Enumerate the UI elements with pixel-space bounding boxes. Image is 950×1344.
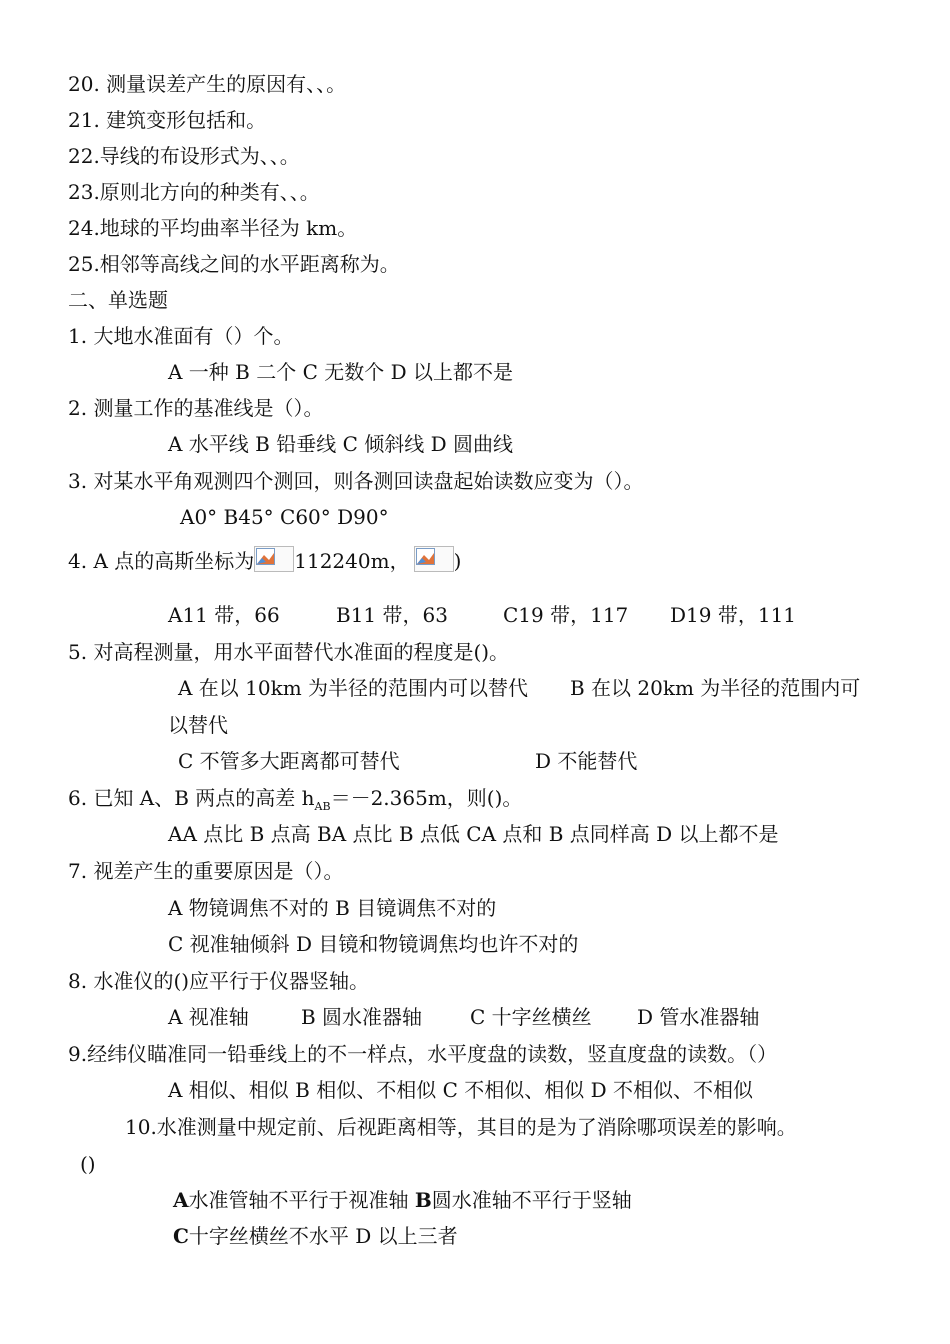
q7-options-2: C 视准轴倾斜 D 目镜和物镜调焦均也许不对的	[168, 932, 579, 956]
q8-option-d: D 管水准器轴	[637, 1005, 760, 1029]
q9-options: A 相似、相似 B 相似、不相似 C 不相似、相似 D 不相似、不相似	[168, 1078, 753, 1102]
q5-option-d: D 不能替代	[535, 749, 638, 773]
q8-options	[168, 1003, 868, 1031]
question-20: 20. 测量误差产生的原因有、、。	[68, 72, 347, 96]
q10-options-1	[173, 1186, 632, 1214]
q4-stem	[68, 546, 461, 575]
broken-image-icon	[414, 546, 454, 572]
q4-option-b: B11 带，63	[336, 603, 448, 627]
q4-paren: )	[453, 549, 462, 573]
q8-option-c: C 十字丝横丝	[470, 1005, 592, 1029]
q10-options-2	[173, 1222, 458, 1250]
q5-option-c: C 不管多大距离都可替代	[178, 749, 400, 773]
q6-subscript: AB	[314, 800, 331, 813]
q10-option-c-text: 十字丝横丝不水平 D 以上三者	[188, 1224, 458, 1248]
q6-stem-value: ＝－2.365m，则()。	[330, 786, 523, 810]
q10-stem-cont: ()	[80, 1152, 96, 1176]
q10-stem: 10.水准测量中规定前、后视距离相等，其目的是为了消除哪项误差的影响。	[125, 1115, 797, 1139]
q8-stem: 8. 水准仪的()应平行于仪器竖轴。	[68, 969, 370, 993]
q1-stem: 1. 大地水准面有（）个。	[68, 324, 294, 348]
q4-coordinate: 112240m，	[294, 549, 410, 573]
q5-option-b-cont: 以替代	[168, 713, 228, 737]
question-24: 24.地球的平均曲率半径为 km。	[68, 216, 358, 240]
q9-stem: 9.经纬仪瞄准同一铅垂线上的不一样点，水平度盘的读数，竖直度盘的读数。（）	[68, 1042, 778, 1066]
q8-option-a: A 视准轴	[168, 1005, 249, 1029]
q4-option-c: C19 带，117	[503, 603, 629, 627]
q6-stem-text: 6. 已知 A、B 两点的高差 h	[68, 786, 315, 810]
q10-option-a-text: 水准管轴不平行于视准轴	[188, 1188, 415, 1212]
q10-option-a-letter: A	[173, 1188, 189, 1212]
q5-options-row1	[178, 674, 878, 702]
q4-options	[168, 601, 868, 629]
q5-option-b: B 在以 20km 为半径的范围内可	[570, 676, 861, 700]
q4-option-a: A11 带，66	[168, 603, 280, 627]
q7-stem: 7. 视差产生的重要原因是（）。	[68, 859, 344, 883]
q3-stem: 3. 对某水平角观测四个测回，则各测回读盘起始读数应变为（）。	[68, 469, 644, 493]
q2-options: A 水平线 B 铅垂线 C 倾斜线 D 圆曲线	[168, 432, 513, 456]
q7-options-1: A 物镜调焦不对的 B 目镜调焦不对的	[168, 896, 497, 920]
broken-image-icon	[254, 546, 294, 572]
question-21: 21. 建筑变形包括和。	[68, 108, 267, 132]
question-23: 23.原则北方向的种类有、、。	[68, 180, 320, 204]
q5-option-a: A 在以 10km 为半径的范围内可以替代	[178, 676, 529, 700]
q2-stem: 2. 测量工作的基准线是（）。	[68, 396, 324, 420]
q8-option-b: B 圆水准器轴	[301, 1005, 423, 1029]
q1-options: A 一种 B 二个 C 无数个 D 以上都不是	[168, 360, 513, 384]
q3-options: A0° B45° C60° D90°	[180, 505, 389, 529]
q6-options: AA 点比 B 点高 BA 点比 B 点低 CA 点和 B 点同样高 D 以上都不是	[168, 822, 779, 846]
q6-stem	[68, 784, 522, 821]
q10-option-c-letter: C	[173, 1224, 189, 1248]
q4-stem-text: 4. A 点的高斯坐标为	[68, 549, 255, 573]
section-title: 二、单选题	[68, 288, 168, 312]
question-25: 25.相邻等高线之间的水平距离称为。	[68, 252, 400, 276]
q10-option-b-letter: B	[414, 1188, 432, 1212]
q5-options-row2	[178, 747, 878, 775]
q5-stem: 5. 对高程测量，用水平面替代水准面的程度是()。	[68, 640, 510, 664]
q10-option-b-text: 圆水准轴不平行于竖轴	[431, 1188, 632, 1212]
question-22: 22.导线的布设形式为、、。	[68, 144, 300, 168]
q4-option-d: D19 带，111	[670, 603, 797, 627]
